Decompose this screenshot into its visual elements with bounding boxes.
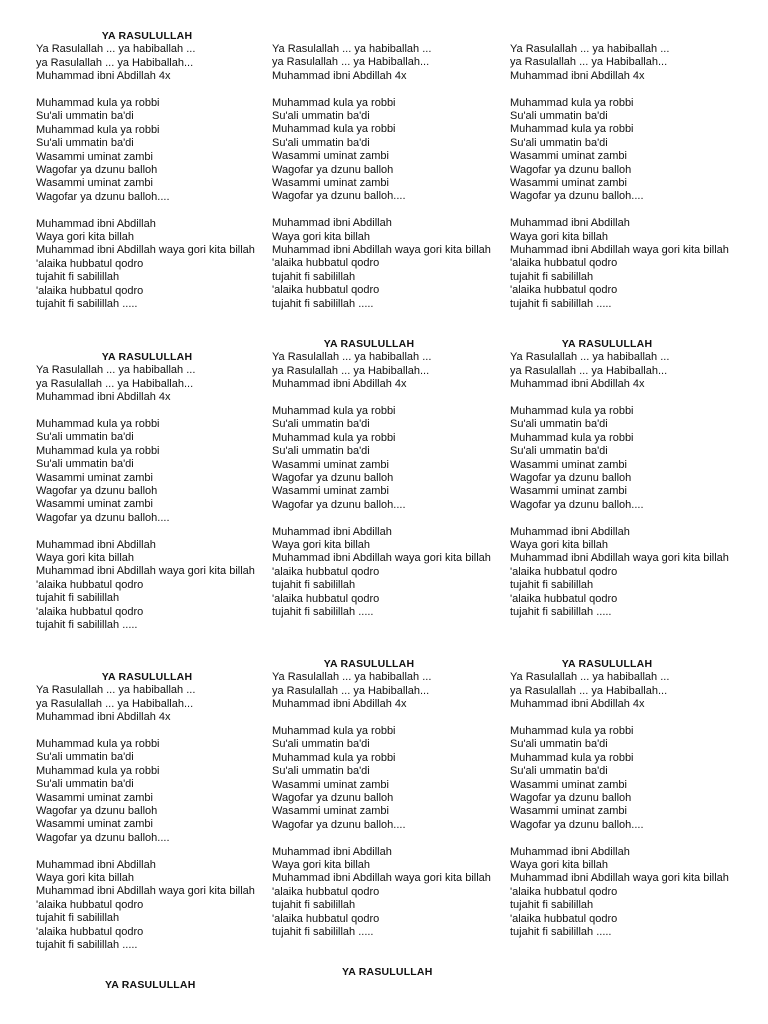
lyric-line: tujahit fi sabilillah (36, 592, 120, 605)
block-title: YA RASULULLAH (101, 671, 193, 683)
lyric-line: Su'ali ummatin ba'di (36, 110, 134, 123)
lyric-line: Wagofar ya dzunu balloh (36, 485, 158, 498)
lyric-line: Su'ali ummatin ba'di (36, 137, 134, 150)
lyric-line: tujahit fi sabilillah ..... (510, 606, 612, 619)
lyric-line: Su'ali ummatin ba'di (36, 751, 134, 764)
lyric-line: 'alaika hubbatul qodro (510, 565, 618, 578)
lyrics-block-r3c3 (510, 658, 742, 940)
stanza-verse (36, 97, 268, 204)
lyric-line: Muhammad ibni Abdillah 4x (272, 378, 407, 391)
lyric-line: Wasammi uminat zambi (272, 805, 389, 818)
lyric-line: Muhammad ibni Abdillah waya gori kita billah (272, 244, 491, 257)
lyric-line: 'alaika hubbatul qodro (36, 925, 144, 938)
lyric-line: Su'ali ummatin ba'di (36, 778, 134, 791)
lyrics-block-r3c2 (272, 658, 504, 940)
lyric-line: tujahit fi sabilillah ..... (36, 939, 138, 952)
lyric-line: Muhammad ibni Abdillah waya gori kita billah (36, 244, 255, 257)
lyric-line: 'alaika hubbatul qodro (36, 898, 144, 911)
lyric-line: 'alaika hubbatul qodro (272, 592, 380, 605)
lyric-line: Muhammad kula ya robbi (36, 123, 160, 136)
lyric-line: Wasammi uminat zambi (36, 791, 153, 804)
lyric-line: ya Rasulallah ... ya Habiballah... (272, 56, 430, 69)
lyric-line: ya Rasulallah ... ya Habiballah... (510, 364, 668, 377)
lyric-line: 'alaika hubbatul qodro (510, 885, 618, 898)
lyric-line: tujahit fi sabilillah ..... (272, 606, 374, 619)
lyric-line: Wasammi uminat zambi (510, 150, 627, 163)
lyric-line: ya Rasulallah ... ya Habiballah... (272, 364, 430, 377)
lyric-line: Muhammad ibni Abdillah (272, 845, 392, 858)
lyric-line: 'alaika hubbatul qodro (272, 912, 380, 925)
stanza-verse (272, 725, 504, 832)
lyric-line: Muhammad ibni Abdillah 4x (36, 70, 171, 83)
stanza-closing (510, 217, 742, 311)
lyric-line: Muhammad ibni Abdillah (510, 217, 630, 230)
lyric-line: Wasammi uminat zambi (272, 177, 389, 190)
stanza-verse (272, 405, 504, 512)
lyric-line: Muhammad ibni Abdillah 4x (272, 69, 407, 82)
lyric-line: Wagofar ya dzunu balloh (510, 472, 632, 485)
lyric-line: 'alaika hubbatul qodro (510, 912, 618, 925)
stanza-chorus (510, 351, 742, 391)
lyric-line: ya Rasulallah ... ya Habiballah... (36, 377, 194, 390)
lyric-line: Wagofar ya dzunu balloh (272, 472, 394, 485)
lyric-line: Su'ali ummatin ba'di (510, 418, 608, 431)
lyric-line: Wasammi uminat zambi (272, 778, 389, 791)
lyric-line: Waya gori kita billah (272, 859, 371, 872)
stanza-chorus (510, 43, 742, 83)
lyric-line: Muhammad kula ya robbi (36, 738, 160, 751)
block-title: YA RASULULLAH (323, 338, 415, 350)
lyric-line: Wasammi uminat zambi (36, 818, 153, 831)
lyric-line: Su'ali ummatin ba'di (510, 110, 608, 123)
lyric-line: tujahit fi sabilillah ..... (36, 619, 138, 632)
lyric-line: Muhammad kula ya robbi (36, 444, 160, 457)
lyric-line: Muhammad ibni Abdillah (36, 217, 156, 230)
lyric-line: Muhammad ibni Abdillah 4x (510, 378, 645, 391)
lyric-line: Muhammad ibni Abdillah (510, 525, 630, 538)
lyric-line: Su'ali ummatin ba'di (510, 738, 608, 751)
lyric-line: Wagofar ya dzunu balloh.... (36, 190, 170, 203)
lyric-line: tujahit fi sabilillah (36, 271, 120, 284)
lyric-line: ya Rasulallah ... ya Habiballah... (36, 697, 194, 710)
lyric-line: Wasammi uminat zambi (36, 150, 153, 163)
lyrics-block-r1c3 (510, 43, 742, 311)
lyrics-block-r3c1 (36, 671, 268, 953)
lyric-line: Ya Rasulallah ... ya habiballah ... (36, 364, 196, 377)
lyric-line: Muhammad ibni Abdillah 4x (36, 391, 171, 404)
lyric-line: Waya gori kita billah (272, 230, 371, 243)
lyric-line: Muhammad ibni Abdillah 4x (510, 698, 645, 711)
lyric-line: tujahit fi sabilillah (272, 270, 356, 283)
stanza-verse (510, 405, 742, 512)
lyrics-block-r2c2 (272, 338, 504, 620)
lyric-line: Wagofar ya dzunu balloh.... (272, 190, 406, 203)
lyric-line: Su'ali ummatin ba'di (510, 445, 608, 458)
lyric-line: Muhammad ibni Abdillah waya gori kita billah (36, 565, 255, 578)
lyric-line: Su'ali ummatin ba'di (272, 445, 370, 458)
lyric-line: Muhammad kula ya robbi (272, 751, 396, 764)
lyric-line: Muhammad kula ya robbi (510, 405, 634, 418)
lyric-line: Waya gori kita billah (36, 231, 135, 244)
lyric-line: Wasammi uminat zambi (510, 485, 627, 498)
lyric-line: Ya Rasulallah ... ya habiballah ... (272, 671, 432, 684)
lyric-line: tujahit fi sabilillah (510, 899, 594, 912)
block-title: YA RASULULLAH (105, 979, 196, 991)
lyric-line: Wasammi uminat zambi (272, 150, 389, 163)
lyric-line: Muhammad ibni Abdillah waya gori kita billah (510, 552, 729, 565)
lyric-line: tujahit fi sabilillah ..... (36, 298, 138, 311)
lyric-line: Wagofar ya dzunu balloh.... (36, 831, 170, 844)
lyric-line: Wagofar ya dzunu balloh (510, 163, 632, 176)
stanza-closing (272, 846, 504, 940)
lyric-line: tujahit fi sabilillah (272, 579, 356, 592)
lyric-line: 'alaika hubbatul qodro (510, 284, 618, 297)
lyric-line: Wagofar ya dzunu balloh (36, 805, 158, 818)
lyric-line: Muhammad ibni Abdillah (510, 845, 630, 858)
stanza-chorus (36, 684, 268, 724)
block-title: YA RASULULLAH (101, 351, 193, 363)
lyric-line: Su'ali ummatin ba'di (510, 765, 608, 778)
lyric-line: Wagofar ya dzunu balloh (36, 164, 158, 177)
stanza-verse (36, 738, 268, 845)
lyric-line: Muhammad kula ya robbi (272, 123, 396, 136)
lyric-line: Muhammad kula ya robbi (510, 96, 634, 109)
lyric-line: Muhammad ibni Abdillah waya gori kita billah (510, 872, 729, 885)
lyric-line: Su'ali ummatin ba'di (36, 458, 134, 471)
lyric-line: Wagofar ya dzunu balloh.... (510, 498, 644, 511)
stanza-closing (510, 846, 742, 940)
lyric-line: Su'ali ummatin ba'di (272, 738, 370, 751)
lyric-line: Wasammi uminat zambi (272, 458, 389, 471)
block-title: YA RASULULLAH (561, 658, 653, 670)
lyric-line: 'alaika hubbatul qodro (36, 605, 144, 618)
stanza-closing (272, 526, 504, 620)
lyric-line: Wagofar ya dzunu balloh.... (36, 511, 170, 524)
stanza-chorus (272, 43, 504, 83)
lyric-line: Muhammad ibni Abdillah waya gori kita billah (272, 552, 491, 565)
lyric-line: Ya Rasulallah ... ya habiballah ... (510, 671, 670, 684)
stanza-chorus (272, 671, 504, 711)
lyric-line: Su'ali ummatin ba'di (510, 136, 608, 149)
lyric-line: Wagofar ya dzunu balloh.... (272, 498, 406, 511)
lyrics-block-r2c1 (36, 351, 268, 633)
lyric-line: Muhammad ibni Abdillah waya gori kita billah (272, 872, 491, 885)
lyric-line: tujahit fi sabilillah (510, 579, 594, 592)
lyric-line: Muhammad kula ya robbi (272, 431, 396, 444)
lyric-line: Muhammad ibni Abdillah 4x (272, 698, 407, 711)
lyric-line: 'alaika hubbatul qodro (510, 257, 618, 270)
stanza-closing (36, 859, 268, 953)
lyric-line: Wasammi uminat zambi (272, 485, 389, 498)
lyrics-block-r2c3 (510, 338, 742, 620)
lyric-line: tujahit fi sabilillah (36, 912, 120, 925)
lyric-line: Muhammad kula ya robbi (510, 123, 634, 136)
lyric-line: Waya gori kita billah (510, 859, 609, 872)
lyric-line: Muhammad kula ya robbi (272, 405, 396, 418)
lyric-line: Wasammi uminat zambi (36, 471, 153, 484)
lyric-line: Waya gori kita billah (36, 872, 135, 885)
lyric-line: Ya Rasulallah ... ya habiballah ... (36, 43, 196, 56)
lyric-line: Wasammi uminat zambi (36, 177, 153, 190)
lyric-line: Muhammad kula ya robbi (36, 764, 160, 777)
stanza-chorus (272, 351, 504, 391)
lyric-line: Muhammad kula ya robbi (510, 751, 634, 764)
lyric-line: 'alaika hubbatul qodro (36, 257, 144, 270)
lyric-line: Ya Rasulallah ... ya habiballah ... (510, 351, 670, 364)
lyric-line: Muhammad ibni Abdillah (272, 525, 392, 538)
stanza-closing (36, 539, 268, 633)
lyric-line: Muhammad kula ya robbi (272, 96, 396, 109)
lyric-line: Muhammad ibni Abdillah waya gori kita billah (510, 244, 729, 257)
lyric-line: 'alaika hubbatul qodro (272, 284, 380, 297)
stanza-chorus (36, 43, 268, 83)
stanza-closing (36, 218, 268, 312)
lyric-line: 'alaika hubbatul qodro (510, 592, 618, 605)
block-title: YA RASULULLAH (101, 30, 193, 42)
block-title: YA RASULULLAH (342, 966, 433, 978)
lyric-line: Muhammad ibni Abdillah waya gori kita billah (36, 885, 255, 898)
lyric-line: Wasammi uminat zambi (510, 805, 627, 818)
lyric-line: ya Rasulallah ... ya Habiballah... (36, 56, 194, 69)
lyric-line: Ya Rasulallah ... ya habiballah ... (272, 351, 432, 364)
lyric-line: Muhammad ibni Abdillah (36, 538, 156, 551)
lyric-line: Muhammad ibni Abdillah (36, 858, 156, 871)
lyric-line: Wasammi uminat zambi (510, 778, 627, 791)
lyric-line: Wagofar ya dzunu balloh.... (510, 190, 644, 203)
lyric-line: 'alaika hubbatul qodro (36, 284, 144, 297)
lyric-line: Waya gori kita billah (272, 539, 371, 552)
block-title: YA RASULULLAH (561, 338, 653, 350)
lyric-line: tujahit fi sabilillah ..... (272, 297, 374, 310)
lyric-line: Wagofar ya dzunu balloh.... (272, 818, 406, 831)
lyric-line: Waya gori kita billah (510, 539, 609, 552)
lyric-line: Su'ali ummatin ba'di (272, 765, 370, 778)
lyric-line: Ya Rasulallah ... ya habiballah ... (36, 684, 196, 697)
stanza-verse (272, 97, 504, 204)
lyric-line: ya Rasulallah ... ya Habiballah... (510, 56, 668, 69)
lyric-line: Wasammi uminat zambi (510, 458, 627, 471)
lyric-line: Wasammi uminat zambi (510, 177, 627, 190)
lyric-line: Waya gori kita billah (510, 230, 609, 243)
block-title: YA RASULULLAH (323, 658, 415, 670)
stanza-closing (272, 217, 504, 311)
lyric-line: Muhammad ibni Abdillah (272, 217, 392, 230)
lyric-line: Ya Rasulallah ... ya habiballah ... (510, 43, 670, 55)
lyric-line: 'alaika hubbatul qodro (272, 257, 380, 270)
lyric-line: tujahit fi sabilillah ..... (510, 926, 612, 939)
lyric-line: tujahit fi sabilillah (272, 899, 356, 912)
lyric-line: Wagofar ya dzunu balloh.... (510, 818, 644, 831)
lyric-line: ya Rasulallah ... ya Habiballah... (272, 684, 430, 697)
lyric-line: Wasammi uminat zambi (36, 498, 153, 511)
lyric-line: Su'ali ummatin ba'di (272, 136, 370, 149)
stanza-verse (36, 418, 268, 525)
lyric-line: Muhammad kula ya robbi (510, 431, 634, 444)
lyric-line: 'alaika hubbatul qodro (272, 565, 380, 578)
stanza-chorus (36, 364, 268, 404)
lyrics-block-r1c2 (272, 43, 504, 311)
lyric-line: ya Rasulallah ... ya Habiballah... (510, 684, 668, 697)
stanza-closing (510, 526, 742, 620)
lyric-line: tujahit fi sabilillah ..... (510, 297, 612, 310)
lyric-line: Su'ali ummatin ba'di (36, 431, 134, 444)
lyric-line: Muhammad ibni Abdillah 4x (36, 711, 171, 724)
lyric-line: Muhammad kula ya robbi (36, 97, 160, 110)
lyric-line: Su'ali ummatin ba'di (272, 110, 370, 123)
lyric-line: tujahit fi sabilillah (510, 270, 594, 283)
lyric-line: 'alaika hubbatul qodro (36, 578, 144, 591)
stanza-chorus (510, 671, 742, 711)
lyric-line: Muhammad ibni Abdillah 4x (510, 69, 645, 82)
lyric-line: tujahit fi sabilillah ..... (272, 926, 374, 939)
lyric-line: Wagofar ya dzunu balloh (272, 792, 394, 805)
lyric-line: Waya gori kita billah (36, 552, 135, 565)
lyric-line: Wagofar ya dzunu balloh (510, 792, 632, 805)
lyric-line: Muhammad kula ya robbi (510, 725, 634, 738)
lyric-line: Ya Rasulallah ... ya habiballah ... (272, 43, 432, 55)
lyrics-block-r1c1 (36, 30, 268, 312)
lyric-line: Wagofar ya dzunu balloh (272, 163, 394, 176)
stanza-verse (510, 725, 742, 832)
lyric-line: 'alaika hubbatul qodro (272, 885, 380, 898)
lyric-line: Muhammad kula ya robbi (272, 725, 396, 738)
lyric-line: Muhammad kula ya robbi (36, 418, 160, 431)
stanza-verse (510, 97, 742, 204)
lyric-line: Su'ali ummatin ba'di (272, 418, 370, 431)
